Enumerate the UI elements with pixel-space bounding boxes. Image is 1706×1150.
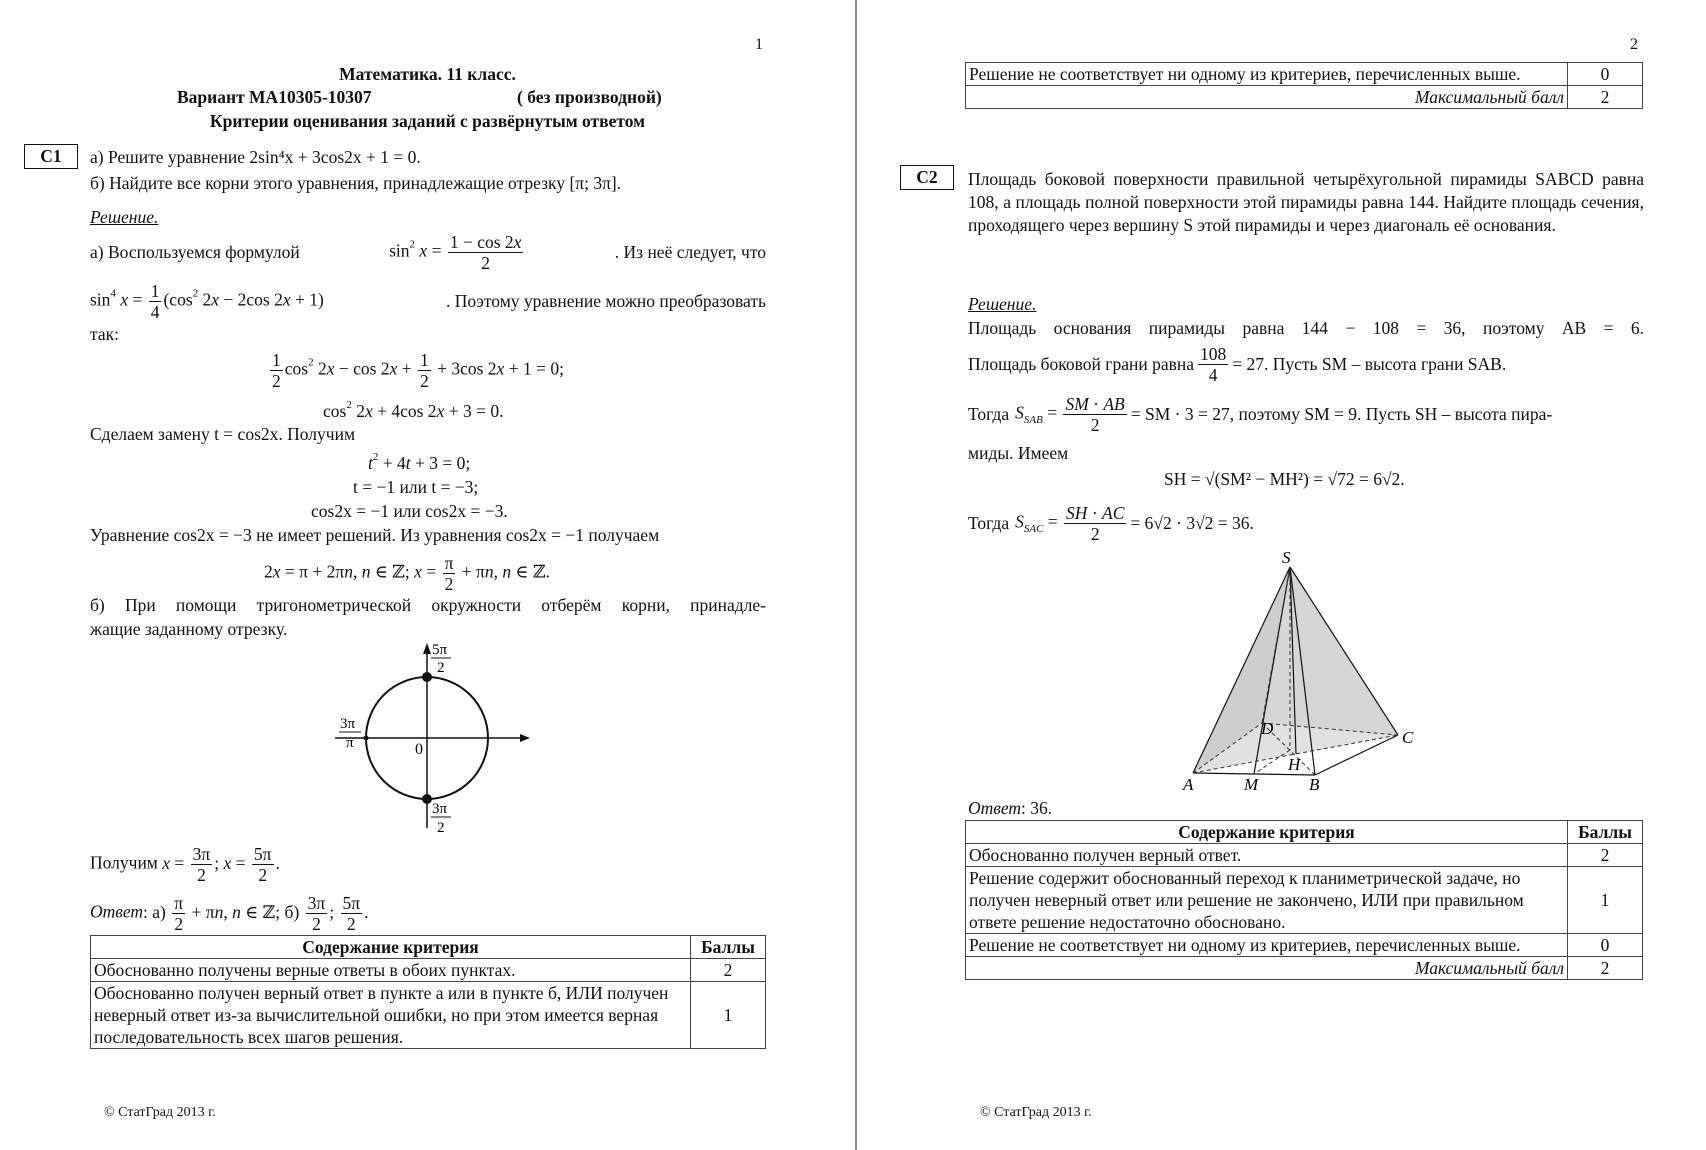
sol-a-text1: а) Воспользуемся формулой bbox=[90, 242, 300, 262]
solution-label: Решение. bbox=[968, 294, 1037, 314]
points-cell: 2 bbox=[1568, 844, 1643, 867]
sol-c2-line3-b: = SM · 3 = 27, поэтому SM = 9. Пусть SH – высота пира- bbox=[1130, 404, 1553, 424]
formula-sin4: $\sin^4 x$ = $\frac{1}{4}$ ($\cos^2$ 2x − 2cos 2x + 1) bbox=[90, 281, 324, 322]
vertex-a-label: A bbox=[1183, 775, 1194, 794]
table-row bbox=[966, 867, 1643, 934]
label-bottom-num: 3π bbox=[432, 801, 448, 817]
header-title: Математика. 11 класс. bbox=[339, 64, 516, 84]
sol-a-line1 bbox=[90, 232, 766, 273]
sol-c2-line1: Площадь основания пирамиды равна 144 − 108 = 36, поэтому AB = 6. bbox=[968, 318, 1644, 338]
criterion-cell: Решение не соответствует ни одному из критериев, перечисленных выше. bbox=[966, 63, 1568, 86]
label-top-num: 5π bbox=[432, 642, 448, 658]
table-row bbox=[966, 934, 1643, 957]
equation-4: t = −1 или t = −3; bbox=[353, 477, 479, 497]
task-a bbox=[90, 146, 421, 169]
vertex-b-label: B bbox=[1309, 775, 1320, 794]
points-cell: 0 bbox=[1568, 63, 1643, 86]
equation-2: $\cos^2 2x + 4\cos$ 2x + 3 = 0. bbox=[323, 399, 504, 421]
sol-c2-line2 bbox=[968, 344, 1644, 385]
sol-a-text4: так: bbox=[90, 324, 119, 344]
page-number: 1 bbox=[755, 36, 763, 53]
y-axis-arrow bbox=[423, 643, 431, 654]
header-points: Баллы bbox=[1568, 821, 1643, 844]
vertex-c-label: C bbox=[1402, 728, 1414, 747]
header-variant: Вариант МА10305-10307 bbox=[177, 87, 372, 107]
label-left-den: π bbox=[346, 735, 354, 751]
footer: © СтатГрад 2013 г. bbox=[104, 1105, 216, 1120]
task-label-c2: С2 bbox=[900, 165, 954, 190]
got-text: Получим bbox=[90, 852, 158, 873]
table-row bbox=[91, 959, 766, 982]
solution-label: Решение. bbox=[90, 207, 159, 227]
sol-c2-line2-a: Площадь боковой грани равна bbox=[968, 354, 1194, 374]
task-a-equation: 2sin⁴x + 3cos2x + 1 = 0. bbox=[249, 147, 421, 167]
header-criterion: Содержание критерия bbox=[966, 821, 1568, 844]
formula-s-sab: $S_{SAB}$ = $\frac{SM \cdot AB}{2}$ bbox=[1015, 394, 1125, 435]
answer-line-c2 bbox=[968, 797, 1052, 820]
table-row bbox=[91, 982, 766, 1049]
point-h-label: H bbox=[1288, 755, 1301, 774]
formula-s-sac: $S_{SAC}$ = $\frac{SH \cdot AC}{2}$ bbox=[1015, 503, 1125, 544]
points-cell: 0 bbox=[1568, 934, 1643, 957]
header-variant-note: ( без производной) bbox=[517, 87, 662, 107]
sol-c2-line2-b: = 27. Пусть SM – высота грани SAB. bbox=[1232, 354, 1507, 374]
points-cell: 1 bbox=[1568, 867, 1643, 934]
fraction-108-4: $\frac{108}{4}$ bbox=[1200, 344, 1227, 385]
task-c2-text: Площадь боковой поверхности правильной четырёхугольной пирамиды SABCD равна 108, а площадь полной поверхности этой пирамиды равна 144. Найдите площадь сечения, проходящего через вершину S этой пирамиды и через диагональ её основания. bbox=[968, 169, 1644, 235]
vertex-d-label: D bbox=[1261, 719, 1274, 738]
pyramid-figure bbox=[1178, 545, 1438, 795]
criterion-cell: Решение содержит обоснованный переход к планиметрической задаче, но получен неверный ответ или решение не закончено, ИЛИ при правильном ответе решение недостаточно обосновано. bbox=[966, 867, 1568, 934]
part-b-line2: жащие заданному отрезку. bbox=[90, 619, 288, 639]
sol-a-text2: . Из неё следует, что bbox=[614, 242, 766, 262]
formula-sin2: $\sin^2 x$ = $\frac{1 - \cos 2x}{2}$ bbox=[389, 232, 522, 273]
points-cell: 1 bbox=[691, 982, 766, 1049]
conclusion-text: Уравнение cos2x = −3 не имеет решений. Из уравнения cos2x = −1 получаем bbox=[90, 525, 660, 545]
substitution-text: Сделаем замену t = cos2x. Получим bbox=[90, 424, 356, 444]
sol-c2-line5-b: = 6√2 · 3√2 = 36. bbox=[1130, 513, 1254, 533]
table-header-row bbox=[966, 821, 1643, 844]
sol-c2-line3 bbox=[968, 394, 1644, 435]
answer-label: Ответ bbox=[968, 798, 1022, 818]
label-top-den: 2 bbox=[437, 660, 445, 676]
sol-a-text3: . Поэтому уравнение можно преобразовать bbox=[446, 291, 766, 311]
x-axis-arrow bbox=[520, 734, 530, 742]
label-left-num: 3π bbox=[340, 716, 356, 732]
point-top bbox=[422, 672, 432, 682]
footer: © СтатГрад 2013 г. bbox=[980, 1105, 1092, 1120]
sol-c2-line5 bbox=[968, 503, 1254, 544]
header-points: Баллы bbox=[691, 936, 766, 959]
page-number: 2 bbox=[1630, 36, 1638, 53]
criterion-cell: Обоснованно получены верные ответы в обоих пунктах. bbox=[91, 959, 691, 982]
criterion-cell: Решение не соответствует ни одному из критериев, перечисленных выше. bbox=[966, 934, 1568, 957]
sol-c2-line5-a: Тогда bbox=[968, 513, 1010, 533]
criterion-cell: Обоснованно получен верный ответ. bbox=[966, 844, 1568, 867]
criteria-table-c2 bbox=[965, 820, 1643, 980]
answer-label: Ответ bbox=[90, 901, 144, 922]
criterion-cell: Обоснованно получен верный ответ в пункте а или в пункте б, ИЛИ получен неверный ответ из-за вычислительной ошибки, но при этом имеется верная последовательность всех шагов решения. bbox=[91, 982, 691, 1049]
point-bottom bbox=[422, 794, 432, 804]
equation-5: cos2x = −1 или cos2x = −3. bbox=[311, 501, 508, 521]
table-max-row bbox=[966, 957, 1643, 980]
point-m-label: M bbox=[1244, 775, 1259, 794]
task-b: б) Найдите все корни этого уравнения, принадлежащие отрезку [π; 3π]. bbox=[90, 173, 622, 193]
header-subtitle: Критерии оценивания заданий с развёрнутым ответом bbox=[209, 111, 646, 131]
criteria-table-c1 bbox=[90, 935, 766, 1049]
equation-3: $t^2 + 4t + 3 = 0$; bbox=[368, 451, 471, 473]
max-points: 2 bbox=[1568, 957, 1643, 980]
label-bottom-den: 2 bbox=[437, 820, 445, 836]
max-label: Максимальный балл bbox=[966, 957, 1568, 980]
task-label-c1: С1 bbox=[24, 144, 78, 169]
vertex-s-label: S bbox=[1282, 548, 1291, 567]
table-row bbox=[966, 63, 1643, 86]
point-left bbox=[364, 736, 369, 741]
answer-line-c1 bbox=[90, 893, 368, 934]
max-points: 2 bbox=[1568, 86, 1643, 109]
equation-sh: SH = √(SM² − MH²) = √72 = 6√2. bbox=[1164, 469, 1405, 489]
label-center: 0 bbox=[415, 741, 423, 758]
part-b-line1: б) При помощи тригонометрической окружности отберём корни, принадле- bbox=[90, 595, 766, 615]
table-max-row bbox=[966, 86, 1643, 109]
answer-value: : 36. bbox=[1021, 798, 1053, 818]
sol-c2-line4: миды. Имеем bbox=[968, 443, 1069, 463]
table-row bbox=[966, 844, 1643, 867]
sol-a-line2 bbox=[90, 281, 766, 322]
answer-values: : а) $\frac{\pi}{2}$ + πn, n ∈ ℤ; б) $\frac{3\pi}{2}$ ; $\frac{5\pi}{2}$ . bbox=[143, 893, 369, 934]
sol-c2-line3-a: Тогда bbox=[968, 404, 1010, 424]
task-a-prefix: а) Решите уравнение bbox=[90, 147, 250, 167]
got-line bbox=[90, 844, 280, 885]
header-criterion: Содержание критерия bbox=[91, 936, 691, 959]
equation-6: 2x = π + 2πn, n ∈ ℤ; x = $\frac{\pi}{2}$ + πn, n ∈ ℤ. bbox=[264, 553, 550, 594]
equation-1: $\frac{1}{2}$ $\cos^2 2x - \cos 2x$ + $\frac{1}{2}$ + 3cos 2x + 1 = 0; bbox=[272, 350, 564, 391]
points-cell: 2 bbox=[691, 959, 766, 982]
table-header-row bbox=[91, 936, 766, 959]
page-divider bbox=[855, 0, 857, 1150]
got-values: x = $\frac{3\pi}{2}$ ; x = $\frac{5\pi}{2}$ . bbox=[162, 844, 280, 885]
right-page bbox=[858, 0, 1706, 1150]
unit-circle-figure bbox=[330, 638, 530, 838]
max-label: Максимальный балл bbox=[966, 86, 1568, 109]
criteria-table-c1-continued bbox=[965, 62, 1643, 109]
